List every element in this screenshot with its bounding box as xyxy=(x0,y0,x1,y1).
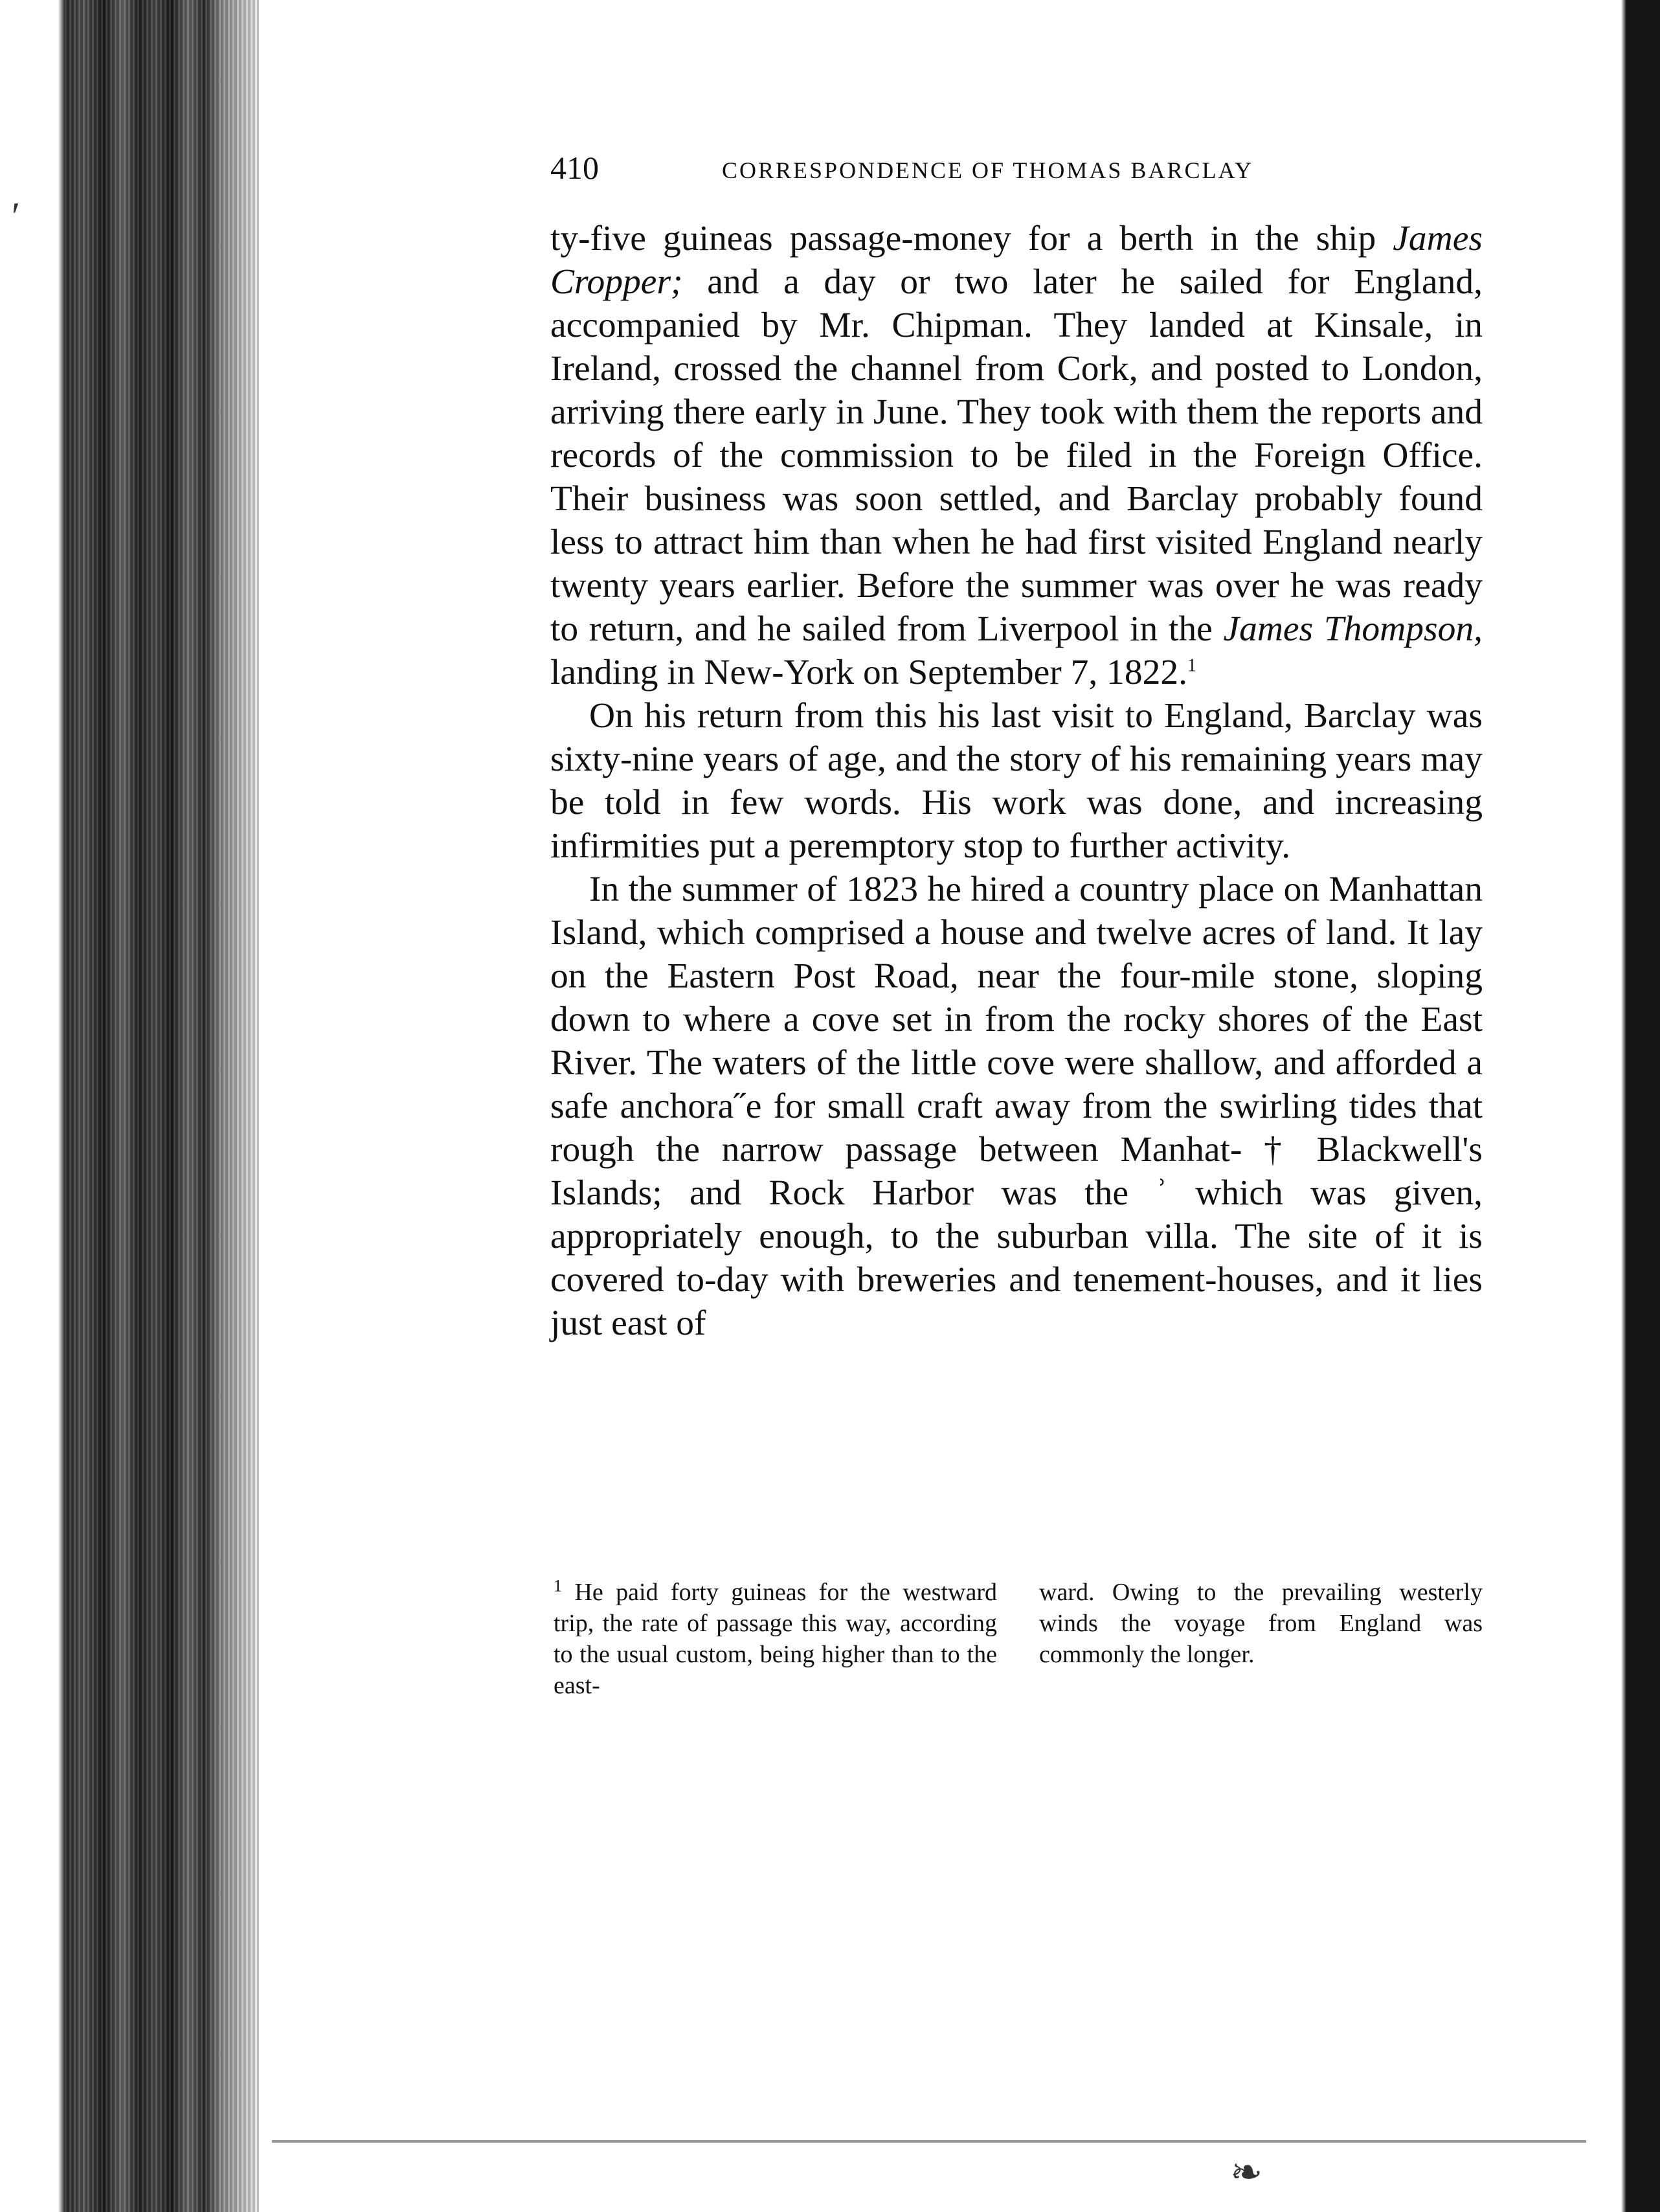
footnotes xyxy=(554,1577,1483,1701)
margin-mark: ′ xyxy=(12,195,21,238)
paragraph-2: On his return from this his last visit to England, Barclay was sixty-nine years of age, and the story of his remaining years may be told in few words. His work was done, and increasing infirmities put a peremptory stop to further activity. xyxy=(550,696,1483,866)
page-number: 410 xyxy=(550,150,599,186)
paragraph-1 xyxy=(550,217,1483,694)
footnote-column-right xyxy=(1039,1577,1483,1701)
ship-name: James Cropper; xyxy=(550,219,1483,302)
body-text xyxy=(550,217,1483,1345)
paragraph-text: and a day or two later he sailed for England, accompanied by Mr. Chipman. They landed at Kinsale, in Ireland, crossed the channel from Cork, and posted to London, arriving there early in June. They took with them the reports and records of the commission to be filed in the Foreign Office. Their business was soon settled, and Barclay probably found less to attract him than when he had first visited England nearly twenty years earlier. Before the summer was over he was ready to return, and he sailed from Liverpool in the xyxy=(550,262,1483,649)
ship-name: James Thompson, xyxy=(1223,609,1483,649)
footnote-mark: 1 xyxy=(554,1576,562,1596)
book-spine-edge xyxy=(0,0,259,2212)
footnote-text: He paid forty guineas for the westward trip, the rate of passage this way, according to the usual custom, being higher than to the east- xyxy=(554,1579,998,1699)
page-header xyxy=(550,149,1314,188)
footnote-column-left xyxy=(554,1577,997,1701)
margin-mark-bottom: ❧ xyxy=(1230,2151,1263,2194)
paragraph-text: landing in New-York on September 7, 1822. xyxy=(550,653,1188,692)
running-head: CORRESPONDENCE OF THOMAS BARCLAY xyxy=(722,157,1254,183)
footnote-text: ward. Owing to the prevailing westerly winds the voyage from England was commonly the longer. xyxy=(1039,1579,1483,1668)
footnote-reference: 1 xyxy=(1187,655,1197,676)
paragraph-3: In the summer of 1823 he hired a country place on Manhattan Island, which comprised a house and twelve acres of land. It lay on the Eastern Post Road, near the four-mile stone, sloping down to where a cove set in from the rocky shores of the East River. The waters of the little cove were shallow, and afforded a safe anchora˝e for small craft away from the swirling tides that rough the narrow passage between Manhat- † Blackwell's Islands; and Rock Harbor was the ʾ which was given, appropriately enough, to the suburban villa. The site of it is covered to-day with breweries and tenement-houses, and it lies just east of xyxy=(550,870,1483,1343)
page-bottom-edge xyxy=(272,2140,1586,2143)
paragraph-text: ty-five guineas passage-money for a berth in the ship xyxy=(550,219,1393,258)
right-page-edge xyxy=(1595,0,1660,2212)
